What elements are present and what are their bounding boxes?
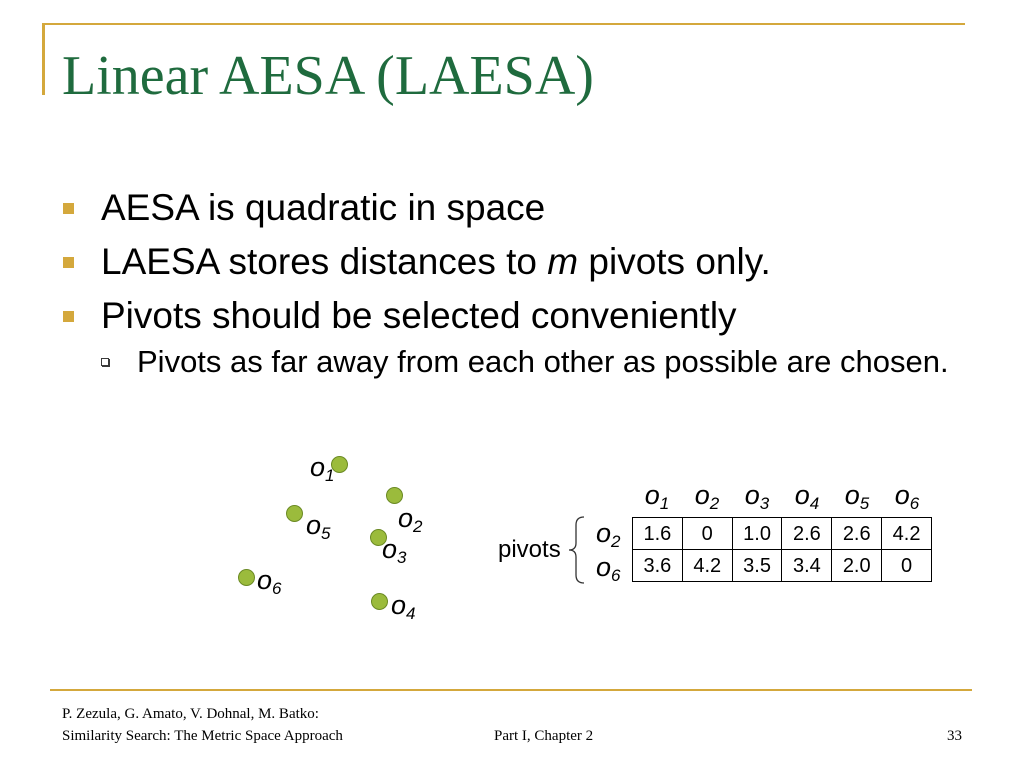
point-label-index: 2 — [413, 517, 423, 536]
column-header — [782, 482, 832, 512]
table-cell: 2.6 — [782, 518, 832, 550]
point-o6-marker — [238, 569, 255, 586]
point-label-index: 3 — [397, 548, 407, 567]
bullet-2-variable-m: m — [547, 241, 579, 282]
table-cell: 3.4 — [782, 550, 832, 582]
column-header-letter: o — [694, 480, 710, 510]
table-cell: 1.0 — [732, 518, 782, 550]
bullet-2-text — [101, 243, 771, 280]
table-cell: 3.6 — [633, 550, 683, 582]
column-header-index: 1 — [659, 494, 670, 513]
column-header-letter: o — [844, 480, 860, 510]
point-label-letter: o — [310, 452, 326, 482]
table-cell: 2.0 — [832, 550, 882, 582]
point-o3-label — [382, 534, 407, 567]
bullet-2-text-before: LAESA stores distances to — [101, 241, 548, 282]
point-label-letter: o — [391, 590, 407, 620]
bullet-1-text: AESA is quadratic in space — [101, 187, 546, 228]
point-label-letter: o — [257, 565, 273, 595]
pivot-distance-table — [632, 517, 932, 582]
sub-bullet-hollow-square-icon — [101, 358, 109, 366]
column-header-index: 5 — [859, 494, 870, 513]
point-o2-label — [398, 503, 423, 536]
table-column-headers — [632, 482, 932, 512]
point-label-index: 6 — [272, 579, 282, 598]
point-label-index: 1 — [325, 466, 335, 485]
table-cell: 0 — [882, 550, 932, 582]
point-label-letter: o — [382, 534, 398, 564]
point-o2-marker — [386, 487, 403, 504]
column-header — [832, 482, 882, 512]
table-cell: 2.6 — [832, 518, 882, 550]
bullet-square-icon — [63, 257, 74, 268]
footer-rule — [50, 689, 972, 691]
column-header-index: 6 — [909, 494, 920, 513]
row-label-pivot-1 — [596, 518, 621, 551]
column-header-letter: o — [894, 480, 910, 510]
column-header-letter: o — [744, 480, 760, 510]
table-cell: 1.6 — [633, 518, 683, 550]
sub-bullet-1-text: Pivots as far away from each other as possible are chosen. — [137, 344, 949, 379]
point-label-index: 4 — [406, 604, 416, 623]
footer-page-number: 33 — [947, 728, 962, 744]
row-label-index: 6 — [611, 566, 621, 585]
table-row — [633, 518, 932, 550]
column-header-index: 4 — [809, 494, 820, 513]
row-label-letter: o — [596, 552, 612, 582]
column-header — [732, 482, 782, 512]
table-cell: 3.5 — [732, 550, 782, 582]
column-header — [682, 482, 732, 512]
column-header — [882, 482, 932, 512]
bullet-2-text-after: pivots only. — [578, 241, 771, 282]
frame-left-rule — [42, 23, 45, 95]
column-header — [632, 482, 682, 512]
column-header-letter: o — [794, 480, 810, 510]
footer-chapter: Part I, Chapter 2 — [494, 728, 594, 744]
bullet-square-icon — [63, 203, 74, 214]
row-label-pivot-2 — [596, 552, 621, 585]
row-label-letter: o — [596, 518, 612, 548]
point-o4-marker — [371, 593, 388, 610]
frame-top-rule — [42, 23, 965, 25]
bullet-3-text: Pivots should be selected conveniently — [101, 295, 737, 336]
column-header-letter: o — [644, 480, 660, 510]
table-cell: 0 — [682, 518, 732, 550]
point-label-index: 5 — [321, 524, 331, 543]
footer-book-title: Similarity Search: The Metric Space Approach — [62, 728, 343, 744]
slide-title: Linear AESA (LAESA) — [62, 45, 594, 107]
table-cell: 4.2 — [682, 550, 732, 582]
point-o4-label — [391, 590, 416, 623]
pivots-label: pivots — [498, 536, 561, 563]
row-label-index: 2 — [611, 532, 621, 551]
point-o6-label — [257, 565, 282, 598]
table-cell: 4.2 — [882, 518, 932, 550]
point-o1-label — [310, 452, 335, 485]
column-header-index: 3 — [759, 494, 770, 513]
point-label-letter: o — [398, 503, 414, 533]
column-header-index: 2 — [709, 494, 720, 513]
point-label-letter: o — [306, 510, 322, 540]
point-o5-marker — [286, 505, 303, 522]
left-curly-brace-icon — [566, 515, 588, 585]
table-row — [633, 550, 932, 582]
point-o5-label — [306, 510, 331, 543]
footer-authors: P. Zezula, G. Amato, V. Dohnal, M. Batko: — [62, 706, 319, 722]
bullet-square-icon — [63, 311, 74, 322]
